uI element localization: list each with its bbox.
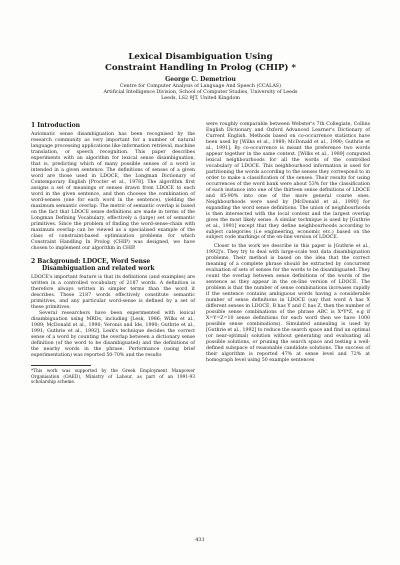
background-paragraph-1: LDOCE's important feature is that its definitions (and examples) are written in a controlled vocabulary of 2187 words. A definition is therefore always written in simpler terms than the word it describes. These 2187 words effectively constitute semantic primitives, and any particular word-sense is defined by a set of these primitives.	[31, 275, 195, 311]
section-heading-introduction: 1 Introduction	[31, 121, 80, 129]
page-number: 431	[195, 537, 205, 543]
affiliation-line-2: Artificial Intelligence Division, School of Computer Studies, University of Leeds	[103, 89, 298, 95]
footnote-rule	[31, 365, 91, 366]
intro-paragraph: Automatic sense disambiguation has been recognised by the research community as very important for a number of natural language processing applications like information retrieval, machine translation, or speech recognition. This paper describes experiments with an algorithm for lexical sense disambiguation, that is, predicting which of many possible senses of a word is intended in a given sentence. The definitions of senses of a given word are those used in LDOCE, the Longman Dictionary of Contemporary English [Procter et al., 1978]. The algorithm first assigns a set of meanings or senses drawn from LDOCE to each word in the given sentence, and then chooses the combination of word-senses (one for each word in the sentence), yielding the maximum semantic overlap. The metric of semantic overlap is based on the fact that LDOCE sense definitions are made in terms of the Longman Defining Vocabulary, effectively a (large) set of semantic primitives. Since the problem of finding the word-sense-chain with maximum overlap can be viewed as a specialised example of the class of constraint-based optimisation problems for which Constraint Handling In Prolog (CHIP) was designed, we have chosen to implement our algorithm in CHIP.	[31, 132, 195, 251]
two-column-body	[31, 122, 370, 386]
background-heading-line-2: Disambiguation and related work	[42, 265, 155, 273]
related-work-paragraph-2: Closer to the work we describe in this paper is [Guthrie et al., 1992]'s. They try to deal with large-scale text data disambiguation problems. Their method is based on the idea that the correct meaning of a complete phrase should be extracted by concurrent evaluation of sets of senses for the words to be disambiguated. They count the overlap between sense definitions of the words of the sentence as they appear in the on-line version of LDOCE. The problem is that the number of sense combinations increases rapidly if the sentence contains ambiguous words having a considerable number of sense definitions in LDOCE (say that word A has X different senses in LDOCE, B has Y and C has Z, then the number of possible sense combinations of the phrase ABC is X*Y*Z, e.g if X=Y=Z=10 sense definitions for each word then we have 1000 possible sense combinations). Simulated annealing is used by [Guthrie et al., 1992] to reduce the search space and find an optimal (or near-optimal) solution without generating and evaluating all possible solutions, or pruning the search space and testing a well-defined subspace of reasonable candidate solutions. The success of their algorithm is reported 47% at sense level and 72% at homograph level using 50 example sentences	[206, 244, 370, 364]
paper-header	[31, 52, 370, 102]
background-heading-line-1: 2 Background: LDOCE, Word Sense	[31, 257, 151, 265]
related-work-paragraph-1: were roughly comparable between Webster's 7th Collegiate, Collins English Dictionary and Oxford Advanced Learner's Dictionary of Current English. Methods based on co-occurrence statistics have been used by [Wilks et al., 1989; McDonald et al., 1990; Guthrie et al., 1991]. By co-occurrence is meant the preference two words appear together in the same context. [Wilks et al., 1989] computed lexical neighbourhoods for all the words of the controlled vocabulary of LDOCE. This neighbourhood information is used for partitioning the words according to the senses they correspond to in order to make a classification of the senses. Their results for using occurrences of the word bank were about 53% for the classification of each instance into one of the thirteen sense definitions of LDOCE and 85-90% into one of the more general coarse ones. Neighbourhoods were used by [McDonald et al., 1990] for expanding the word sense definitions. The union of neighbourhoods is then intersected with the local context and the largest overlap gives the most likely sense. A similar technique is used by [Guthrie et al., 1991] except that they define neighbourhoods according to subject categories (i.e engineering, economic etc.) based on the subject code markings of the on-line version of LDOCE.	[206, 121, 370, 241]
author-name: George C. Demetriou	[165, 76, 236, 83]
affiliation-line-1: Centre for Computer Analysis of Language And Speech (CCALAS)	[120, 83, 281, 89]
footnote: *This work was supported by the Greek Employment Manpower Organisation (OAED), Ministry of Labour, as part of an 1991-93 scholarship scheme.	[31, 369, 195, 385]
title-line-2: Constraint Handling In Prolog (CHIP) *	[105, 62, 296, 73]
section-heading-background	[31, 258, 195, 273]
affiliation	[31, 84, 370, 102]
right-column	[206, 122, 370, 386]
paper-title	[31, 52, 370, 73]
left-column	[31, 122, 195, 386]
title-line-1: Lexical Disambiguation Using	[128, 52, 273, 62]
background-paragraph-2: Several researchers have been experimented with lexical disambiguation using MRDs, including [Lesk, 1986; Wilks et al., 1989; McDonald et al., 1990; Veronis and Ide, 1990; Guthrie et al., 1991; Guthrie et al., 1992]. Lesk's technique decides the correct sense of a word by counting the overlap between a dictionary sense definition (of the word to be disambiguated) and the definitions of the nearby words in the phrase. Performance (using brief experimentation) was reported 50-70% and the results	[31, 311, 195, 359]
affiliation-line-3: Leeds, LS2 9JT, United Kingdom	[161, 95, 240, 101]
